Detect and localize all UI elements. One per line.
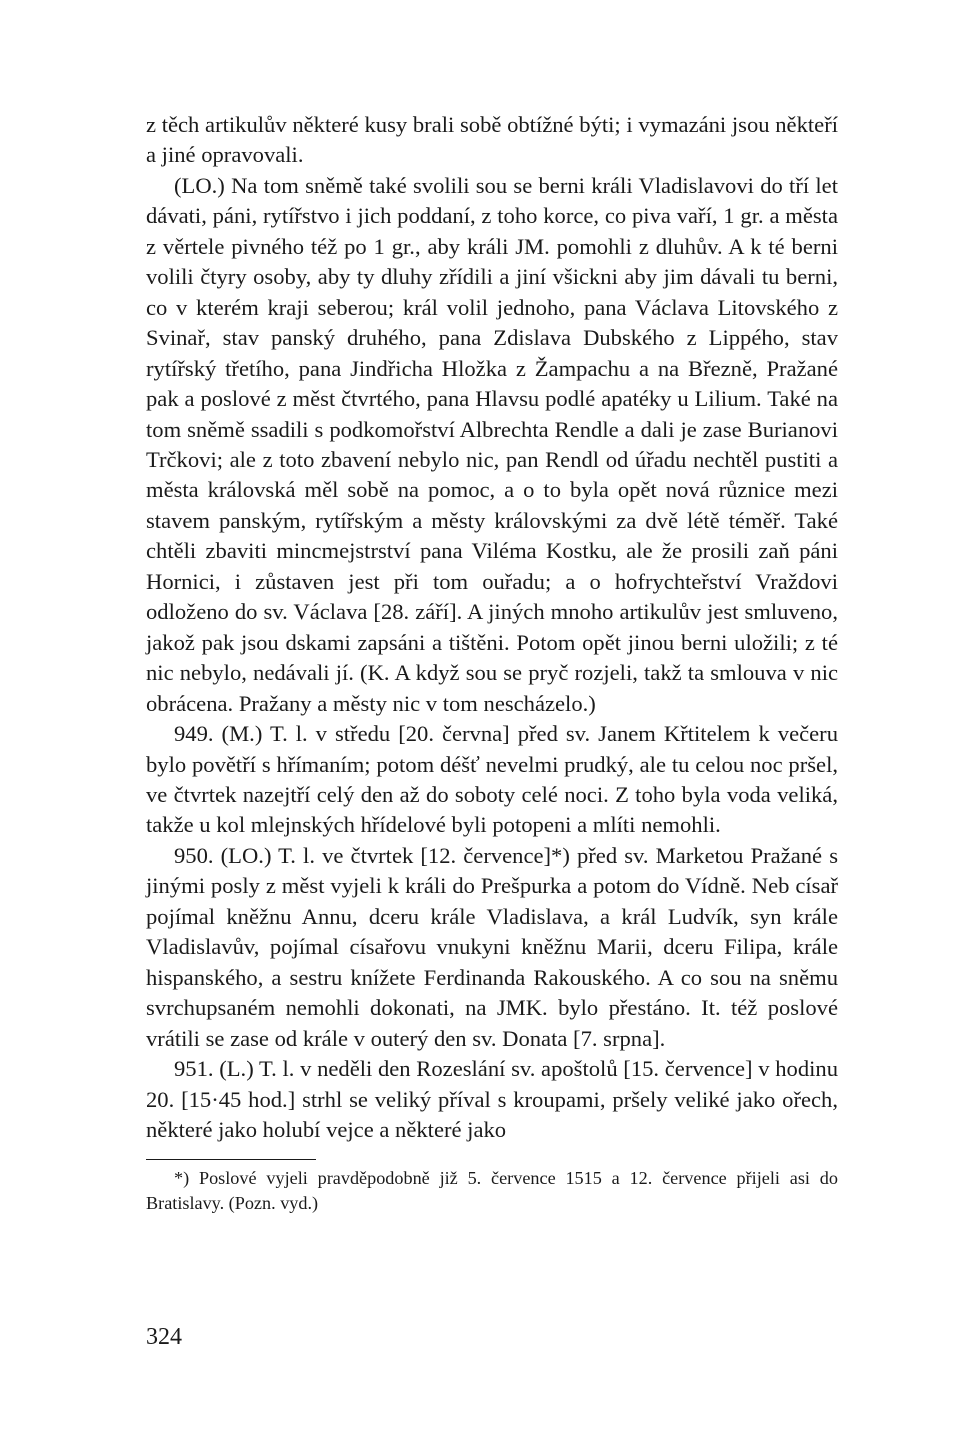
page-content bbox=[146, 110, 838, 1216]
paragraph-950: 950. (LO.) T. l. ve čtvrtek [12. července]*) před sv. Marketou Pražané s jinými posly z měst vyjeli k králi do Prešpurka a potom do Vídně. Neb císař pojímal kněžnu Annu, dceru krále Vladislava, a král Ludvík, syn krále Vladislavův, pojímal císařovu vnukyni kněžnu Marii, dceru Filipa, krále hispanského, a sestru knížete Ferdinanda Rakouského. A co sou na sněmu svrchupsaném nemohli dokonati, na JMK. bylo přestáno. It. též poslové vrátili se zase od krále v outerý den sv. Donata [7. srpna]. bbox=[146, 842, 838, 1051]
footnote: *) Poslové vyjeli pravděpodobně již 5. července 1515 a 12. července přijeli asi do Bratislavy. (Pozn. vyd.) bbox=[146, 1168, 838, 1214]
paragraph-949: 949. (M.) T. l. v středu [20. června] před sv. Janem Křtitelem k večeru bylo povětří s hřímaním; potom déšť nevelmi prudký, ale tu celou noc pršel, ve čtvrtek nazejtří celý den až do soboty celé noci. Z toho byla voda veliká, takže u kol mlejnských hřídelové byli potopeni a mlíti nemohli. bbox=[146, 721, 838, 838]
paragraph-sněm: (LO.) Na tom sněmě také svolili sou se berni králi Vladislavovi do tří let dávati, páni, rytířstvo i jich poddaní, z toho korce, co piva vaří, 1 gr. a města z věrtele pivného též po 1 gr., aby králi JM. pomohli z dluhův. A k té berni volili čtyry osoby, aby ty dluhy zřídili a jiní všickni aby jim dávali tu berni, co v kterém kraji seberou; král volil jednoho, pana Václava Litovského z Svinař, stav panský druhého, pana Zdislava Dubského z Lippého, stav rytířský třetího, pana Jindřicha Hložka z Žampachu a na Březně, Pražané pak a poslové z měst čtvrtého, pana Hlavsu podlé apatéky u Lilium. Také na tom sněmě ssadili s podkomořství Albrechta Rendle a dali je zase Burianovi Trčkovi; ale z toto zbavení nebylo nic, pan Rendl od úřadu nechtěl pustiti a města královská měl sobě na pomoc, a o to byla opět nová různice mezi stavem panským, rytířským a městy královskými za dvě létě téměř. Také chtěli zbaviti mincmejstrství pana Viléma Kostku, ale že prosili zaň páni Hornici, i zůstaven jest při tom ouřadu; a o hofrychteřství Vraždovi odloženo do sv. Václava [28. září]. A jiných mnoho artikulův jest smluveno, jakož pak jsou dskami zapsáni a tištěni. Potom opět jinou berni uložili; z té nic nebylo, nedávali jí. (K. A když sou se pryč rozjeli, takž ta smlouva v nic obrácena. Pražany a městy nic v tom nescházelo.) bbox=[146, 172, 838, 716]
paragraph-951: 951. (L.) T. l. v neděli den Rozeslání sv. apoštolů [15. července] v hodinu 20. [15·45 hod.] strhl se veliký příval s kroupami, pršely veliké jako ořech, některé jako holubí vejce a některé jako bbox=[146, 1056, 838, 1142]
page-number: 324 bbox=[146, 1324, 182, 1350]
body-text bbox=[146, 110, 838, 1145]
paragraph-continuation: z těch artikulův některé kusy brali sobě obtížné býti; i vymazáni jsou někteří a jiné opravovali. bbox=[146, 112, 838, 168]
footnote-divider bbox=[146, 1159, 316, 1160]
